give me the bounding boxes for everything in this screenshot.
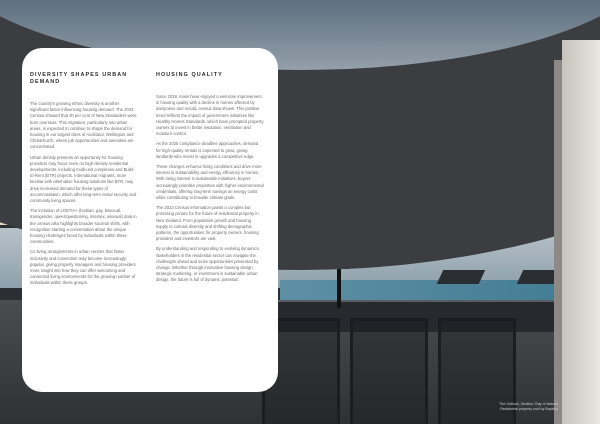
white-column [562, 40, 600, 424]
paragraph: As the 2025 compliance deadline approaches, demand for high-quality rentals is expected to grow, giving landlords who invest in upgrades a competitive edge. [156, 141, 259, 159]
paragraph: Co-living arrangements in urban centres that foster inclusivity and connection may become increasingly popular, giving property managers and housing providers more insight into how they can offer welcoming and connected living environments for the growing number of individuals within these groups. [30, 249, 136, 286]
paragraph: By understanding and responding to evolving dynamics, stakeholders in the residential sector can navigate the challenges ahead and seize opportunities presented by change. Whether through innovative housing design, strategic marketing, or investment in sustainable urban design, the future is full of dynamic potential. [156, 246, 260, 283]
paragraph: The country's growing ethnic diversity is another significant factor influencing housing demand. The 2023 Census showed that 30 per cent of New Zealanders were born overseas. This migration, particularly into urban areas, is expected to continue to shape the demand for housing in our largest cities of Auckland, Wellington and Christchurch, where job opportunities and amenities are concentrated. [30, 101, 137, 150]
candelabra [337, 250, 341, 308]
paragraph: The 2023 Census information paints a complex but promising picture for the future of residential property in New Zealand. From population growth and housing supply to cultural diversity and shifting demographic patterns, the opportunities for property owners, housing providers and investors are vast. [156, 205, 259, 242]
paragraph: The inclusion of LGBTIA+ (lesbian, gay, bisexual, transgender, queer/questioning, intersex, asexual) data in the census also highlights broader societal shifts, with recognition starting a conversation about the unique housing challenges faced by individuals within these communities. [30, 208, 137, 245]
right-column [156, 72, 264, 288]
left-column [30, 72, 138, 291]
column-shadow [554, 60, 562, 424]
paragraph: Urban density presents an opportunity for housing providers may focus more on high-density residential developments, including multi-unit complexes and Build-to-Rent (BTR) projects. International migrants, more familiar with alternative housing solutions like BTR, may drive increased demand for these types of accommodation, which offer long-term rental security and community living spaces. [30, 154, 137, 204]
paragraph: Since 2018, Kiwis have enjoyed a welcome improvement in housing quality with a decline in homes affected by dampness and mould, census data shows. This positive trend reflects the impact of government initiatives like Healthy Homes Standards, which have prompted property owners to invest in better insulation, ventilation and moisture control. [156, 94, 264, 137]
photo-caption: The Outlook, Omaha / Bay of Islands Residential property sold by Bayleys [499, 402, 558, 411]
sun-lounger [437, 270, 486, 284]
paragraph: These changes enhance living conditions and drive more interest in sustainability and energy efficiency in homes. With rising interest in sustainable initiatives, buyers increasingly prioritise properties with higher environmental credentials, offering long-term savings on energy costs while contributing to broader climate goals. [156, 164, 264, 201]
section-heading: DIVERSITY SHAPES URBAN DEMAND [30, 72, 128, 85]
section-heading: HOUSING QUALITY [156, 72, 223, 78]
dining-chair [350, 318, 428, 424]
text-panel [22, 48, 278, 392]
